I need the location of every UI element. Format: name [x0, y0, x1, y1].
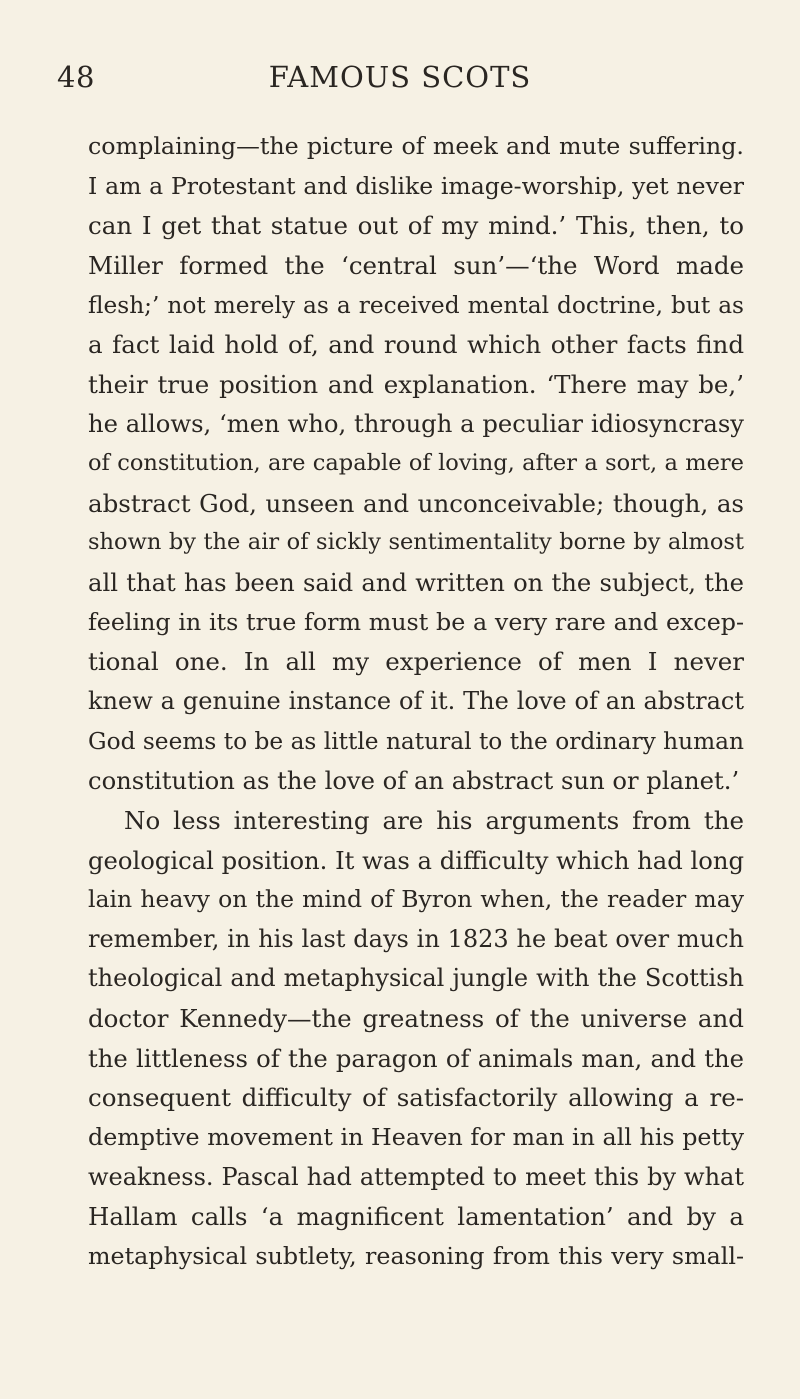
text-line: metaphysical subtlety, reasoning from this very small-: [88, 1241, 744, 1270]
text-line: he allows, ‘men who, through a peculiar idiosyncrasy: [88, 409, 744, 439]
text-line: I am a Protestant and dislike image-worship, yet never: [88, 171, 744, 200]
text-line: can I get that statue out of my mind.’ This, then, to: [88, 211, 744, 241]
page-number: 48: [57, 60, 95, 94]
text-line: complaining—the picture of meek and mute suffering.: [88, 132, 744, 160]
text-line: tional one. In all my experience of men I never: [88, 647, 744, 677]
text-line: lain heavy on the mind of Byron when, the reader may: [88, 885, 744, 914]
text-line: knew a genuine instance of it. The love of an abstract: [88, 686, 744, 715]
text-line: abstract God, unseen and unconceivable; though, as: [88, 488, 744, 518]
paragraph-start-line: No less interesting are his arguments from the: [124, 805, 744, 835]
text-line: their true position and explanation. ‘There may be,’: [88, 369, 744, 399]
text-line: Miller formed the ‘central sun’—‘the Word made: [88, 250, 744, 280]
text-line: consequent difficulty of satisfactorily allowing a re-: [88, 1083, 744, 1113]
text-line: demptive movement in Heaven for man in all his petty: [88, 1123, 744, 1152]
running-title: FAMOUS SCOTS: [268, 60, 532, 94]
text-line: a fact laid hold of, and round which other facts find: [88, 330, 744, 360]
paragraph-end-line: constitution as the love of an abstract sun or planet.’: [88, 766, 740, 796]
text-line: flesh;’ not merely as a received mental doctrine, but as: [88, 291, 744, 319]
text-line: weakness. Pascal had attempted to meet this by what: [88, 1162, 744, 1191]
text-line: all that has been said and written on the subject, the: [88, 568, 744, 598]
text-line: theological and metaphysical jungle with the Scottish: [88, 964, 744, 993]
text-line: God seems to be as little natural to the ordinary human: [88, 727, 744, 755]
text-line: doctor Kennedy—the greatness of the universe and: [88, 1004, 744, 1034]
text-line: the littleness of the paragon of animals man, and the: [88, 1043, 744, 1073]
page-header: [0, 52, 800, 102]
text-line: shown by the air of sickly sentimentality borne by almost: [88, 529, 744, 556]
text-line: remember, in his last days in 1823 he beat over much: [88, 924, 744, 953]
text-line: feeling in its true form must be a very rare and excep-: [88, 607, 744, 636]
text-line: of constitution, are capable of loving, after a sort, a mere: [88, 450, 744, 477]
text-line: Hallam calls ‘a magnificent lamentation’ and by a: [88, 1202, 744, 1232]
body-text: [88, 127, 744, 1277]
text-line: geological position. It was a difficulty which had long: [88, 845, 744, 875]
